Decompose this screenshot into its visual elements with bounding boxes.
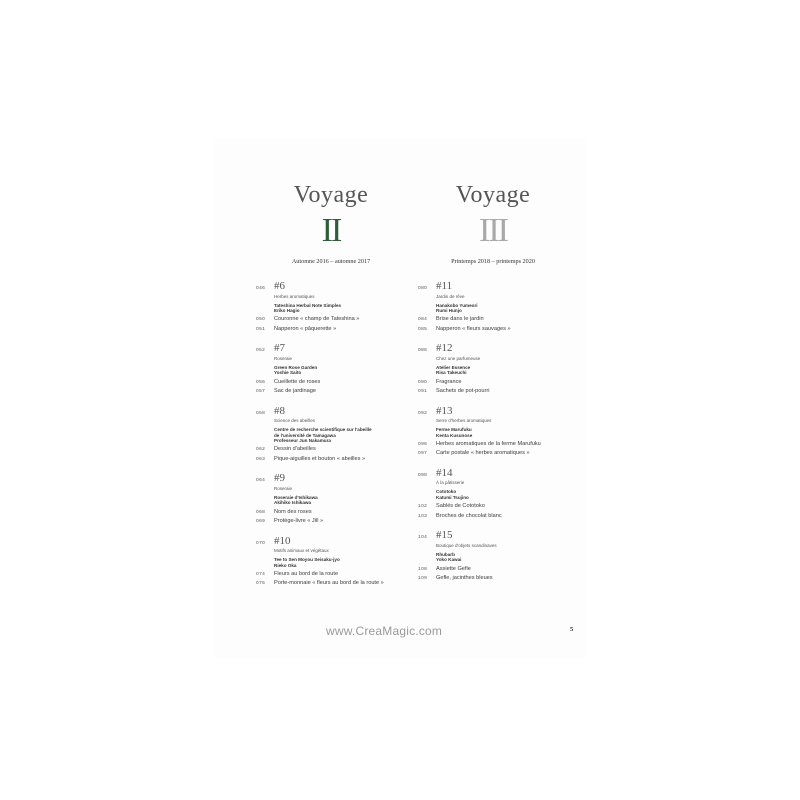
section-number: #14 (436, 466, 453, 479)
page-ref: 058 (256, 410, 266, 416)
toc-entry (418, 565, 588, 575)
toc-entry (418, 512, 588, 522)
toc-entry (256, 570, 426, 580)
toc-entry (256, 325, 426, 335)
page-ref: 062 (256, 447, 266, 453)
toc-section (418, 468, 588, 521)
toc-entry (418, 325, 588, 335)
toc-section (418, 281, 588, 334)
page-ref: 080 (418, 286, 428, 291)
person-line: Cototoko (436, 489, 457, 495)
page-ref: 098 (418, 472, 428, 478)
person-line: Yoko Kawai (436, 557, 462, 563)
entry-title: Assiette Gefle (436, 565, 471, 572)
section-number: #10 (274, 534, 291, 547)
voyage-numeral: III (479, 212, 507, 249)
entry-title: Cueillette de roses (274, 378, 321, 385)
section-subtitle: Herbes aromatiques (274, 293, 315, 299)
person-line: Risa Takeuchi (436, 370, 467, 376)
toc-sections (256, 281, 426, 589)
section-subtitle: Jardin de rêve (436, 293, 465, 299)
section-subtitle: Roseraie (274, 485, 293, 491)
person-line: Professeur Jun Nakamura (274, 437, 331, 443)
toc-entry (256, 315, 426, 325)
page-ref: 096 (418, 441, 428, 447)
person-line: Green Rose Garden (274, 364, 318, 370)
page-ref: 075 (256, 581, 266, 587)
toc-entry (256, 508, 426, 518)
section-people (274, 424, 426, 445)
person-line: Ferme Marufuku (436, 427, 472, 433)
toc-entry (418, 440, 588, 450)
person-line: Atelier Essence (436, 364, 471, 370)
toc-entry (418, 378, 588, 388)
section-number: #6 (274, 280, 285, 292)
section-subtitle: Serre d'herbes aromatiques (436, 418, 492, 424)
page-ref: 084 (418, 317, 428, 323)
voyage-dates: Printemps 2018 – printemps 2020 (451, 258, 535, 265)
toc-sections (418, 281, 588, 584)
person-line: Tateshina Herbal Note Simples (274, 302, 342, 308)
page-ref: 063 (256, 456, 266, 462)
entry-title: Sachets de pot-pourri (436, 388, 490, 395)
person-line: Yoshie Saito (274, 370, 302, 376)
section-number: #9 (274, 472, 285, 485)
section-subtitle: Science des abeilles (274, 418, 316, 424)
section-number: #13 (436, 404, 453, 417)
page-ref: 104 (418, 535, 428, 541)
page-ref: 085 (418, 326, 428, 332)
toc-section (418, 530, 588, 583)
toc-entry (418, 502, 588, 512)
person-line: Katumi Tsujino (436, 494, 469, 500)
entry-title: Fleurs au bord de la route (274, 570, 339, 577)
section-number: #11 (436, 280, 453, 292)
section-people (436, 549, 588, 565)
entry-title: Sac de jardinage (274, 388, 316, 395)
page-ref: 056 (256, 379, 266, 385)
page-ref: 091 (418, 389, 428, 395)
entry-title: Herbes aromatiques de la ferme Marufuku (436, 440, 541, 447)
page-ref: 109 (418, 576, 428, 582)
entry-title: Nom des roses (274, 508, 312, 515)
section-subtitle: À la pâtisserie (436, 480, 465, 486)
entry-title: Brise dans le jardin (436, 316, 484, 323)
toc-entry (418, 387, 588, 397)
section-people (436, 424, 588, 440)
section-number: #15 (436, 529, 453, 542)
toc-section (418, 406, 588, 459)
toc-entry (256, 579, 426, 589)
section-heading (256, 406, 426, 419)
section-subtitle: Chez une parfumeuse (436, 355, 481, 361)
page-ref: 069 (256, 519, 266, 525)
page-ref: 102 (418, 504, 428, 510)
section-people (436, 362, 588, 378)
entry-title: Napperon « pâquerette » (274, 325, 337, 332)
section-number: #8 (274, 404, 285, 417)
toc-entry (256, 445, 426, 455)
section-heading (256, 473, 426, 486)
section-subtitle: Boutique d'objets scandinaves (436, 542, 497, 548)
person-line: de l'université de Tamagawa (274, 432, 336, 438)
entry-title: Dessin d'abeilles (274, 446, 316, 453)
page-ref: 097 (418, 451, 428, 457)
person-line: Kenta Kusunose (436, 432, 473, 438)
toc-entry (256, 378, 426, 388)
section-heading (256, 281, 426, 294)
entry-title: Fragrance (436, 378, 462, 385)
section-heading (418, 406, 588, 419)
entry-title: Gefle, jacinthes bleues (436, 575, 493, 582)
entry-title: Pique-aiguilles et bouton « abeilles » (274, 455, 366, 462)
page-ref: 074 (256, 571, 266, 577)
voyage-title: Voyage (293, 182, 369, 208)
voyage-column-ii (256, 180, 426, 598)
section-people (274, 362, 426, 378)
page-ref: 092 (418, 410, 428, 416)
page-number: 5 (570, 626, 574, 633)
page-ref: 086 (418, 348, 428, 354)
page-ref: 050 (256, 317, 266, 323)
entry-title: Broches de chocolat blanc (436, 512, 502, 519)
toc-section (256, 343, 426, 396)
toc-section (418, 343, 588, 396)
section-people (274, 492, 426, 508)
section-heading (418, 530, 588, 543)
person-line: Rieko Oka (274, 562, 297, 568)
toc-section (256, 281, 426, 334)
section-people (274, 554, 426, 570)
section-heading (256, 536, 426, 549)
entry-title: Carte postale « herbes aromatiques » (436, 450, 530, 457)
entry-title: Napperon « fleurs sauvages » (436, 325, 511, 332)
person-line: Rhubarb (436, 551, 455, 557)
person-line: Centre de recherche scientifique sur l'abeille (274, 427, 372, 433)
page-ref: 103 (418, 513, 428, 519)
page-ref: 057 (256, 389, 266, 395)
toc-section (256, 536, 426, 589)
voyage-column-iii (418, 180, 588, 593)
entry-title: Protège-livre « Jill » (274, 518, 324, 525)
toc-section (256, 406, 426, 465)
section-subtitle: Motifs animaux et végétaux (274, 548, 329, 554)
person-line: Tee to Sen Moyou Seisaku-jyo (274, 557, 340, 563)
section-heading (418, 281, 588, 294)
toc-entry (418, 574, 588, 584)
page-ref: 068 (256, 509, 266, 515)
page-ref: 070 (256, 540, 266, 546)
person-line: Eriko Hagio (274, 307, 300, 313)
toc-entry (418, 449, 588, 459)
person-line: Akihiko Ishikawa (274, 500, 312, 506)
voyage-numeral: II (321, 212, 341, 249)
toc-entry (418, 315, 588, 325)
section-heading (256, 343, 426, 356)
voyage-title: Voyage (455, 182, 531, 208)
section-heading (418, 468, 588, 481)
watermark: www.CreaMagic.com (326, 624, 443, 638)
toc-entry (256, 455, 426, 465)
voyage-heading (256, 180, 406, 265)
toc-entry (256, 517, 426, 527)
section-subtitle: Roseraie (274, 355, 293, 361)
section-people (274, 300, 426, 316)
page-ref: 046 (256, 286, 266, 291)
section-people (436, 300, 588, 316)
page-ref: 064 (256, 478, 266, 484)
page-ref: 051 (256, 326, 266, 332)
voyage-heading (418, 180, 568, 265)
person-line: Rumi Hunjo (436, 307, 462, 313)
page-ref: 108 (418, 566, 428, 572)
section-people (436, 486, 588, 502)
person-line: Roseraie d'Ishikawa (274, 494, 318, 500)
section-number: #7 (274, 342, 285, 355)
section-heading (418, 343, 588, 356)
toc-entry (256, 387, 426, 397)
person-line: Hanakobo Yumeori (436, 302, 478, 308)
entry-title: Sablés de Cototoko (436, 503, 485, 510)
voyage-dates: Automne 2016 – automne 2017 (291, 258, 371, 265)
page-ref: 090 (418, 379, 428, 385)
page-ref: 052 (256, 348, 266, 354)
entry-title: Porte-monnaie « fleurs au bord de la route » (274, 580, 384, 587)
entry-title: Couronne « champ de Tateshina » (274, 316, 360, 323)
section-number: #12 (436, 342, 453, 355)
toc-section (256, 473, 426, 526)
